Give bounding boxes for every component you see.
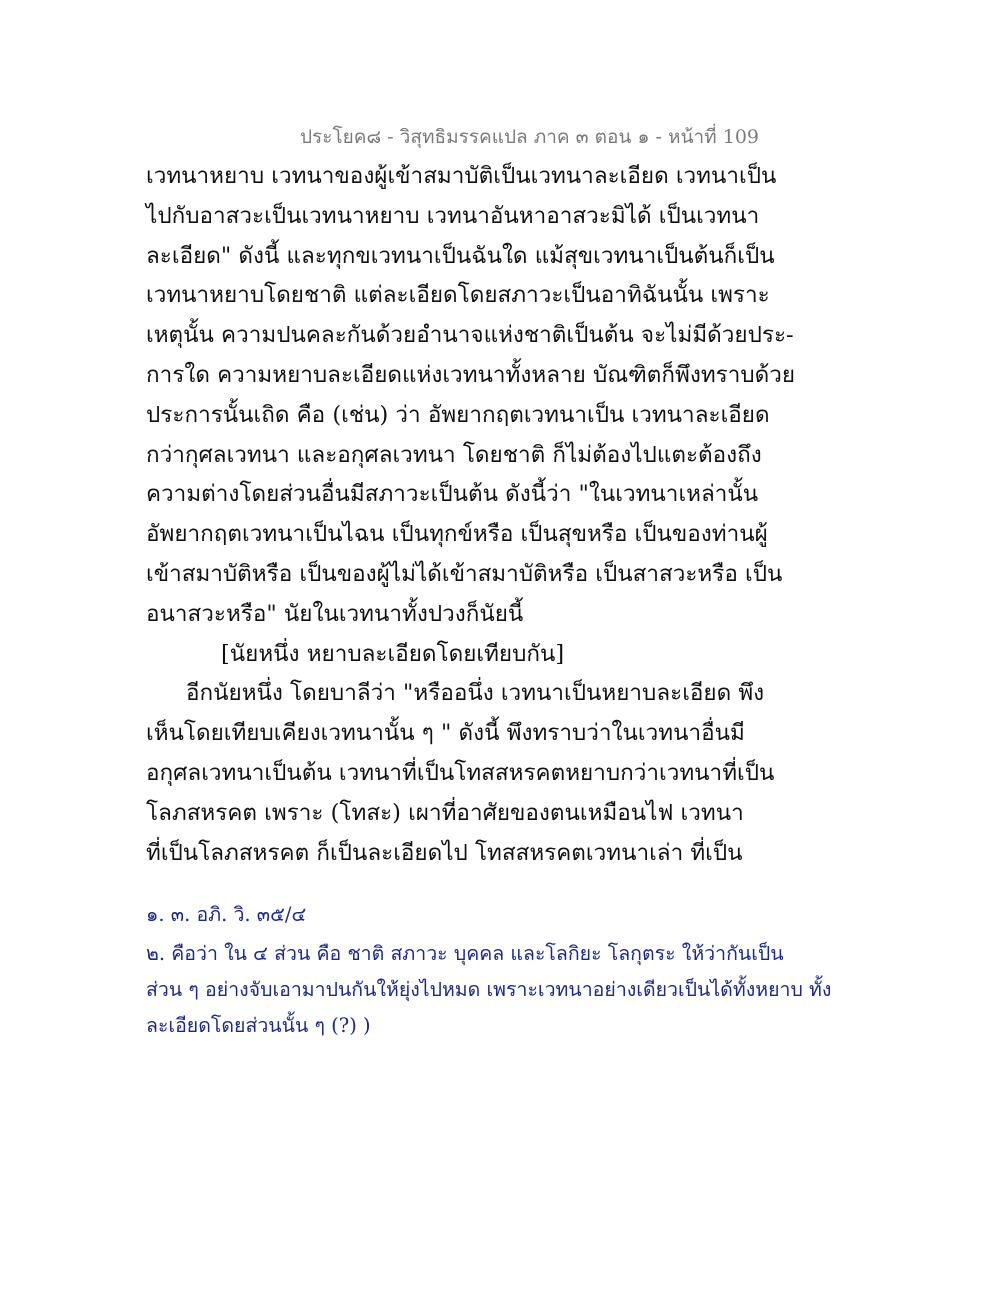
body-line: อกุศลเวทนาเป็นต้น เวทนาที่เป็นโทสสหรคตหยาบกว่าเวทนาที่เป็น xyxy=(146,759,775,786)
footnote-line: ส่วน ๆ อย่างจับเอามาปนกันให้ยุ่งไปหมด เพราะเวทนาอย่างเดียวเป็นได้ทั้งหยาบ ทั้ง xyxy=(146,978,832,1001)
body-line: ประการนั้นเถิด คือ (เช่น) ว่า อัพยากฤตเวทนาเป็น เวทนาละเอียด xyxy=(146,401,770,428)
footnote-line: ๒. คือว่า ใน ๔ ส่วน คือ ชาติ สภาวะ บุคคล และโลกิยะ โลกุตระ ให้ว่ากันเป็น xyxy=(146,942,784,965)
body-line: ละเอียด" ดังนี้ และทุกขเวทนาเป็นฉันใด แม้สุขเวทนาเป็นต้นก็เป็น xyxy=(146,242,775,269)
body-line: เวทนาหยาบ เวทนาของผู้เข้าสมาบัติเป็นเวทนาละเอียด เวทนาเป็น xyxy=(146,163,777,189)
footnote-line: ละเอียดโดยส่วนนั้น ๆ (?) ) xyxy=(146,1014,371,1037)
body-line: อนาสวะหรือ" นัยในเวทนาทั้งปวงก็นัยนี้ xyxy=(146,600,524,627)
body-line: เห็นโดยเทียบเคียงเวทนานั้น ๆ " ดังนี้ พึงทราบว่าในเวทนาอื่นมี xyxy=(146,720,745,747)
footnote-line: ๑. ๓. อภิ. วิ. ๓๕/๔ xyxy=(146,903,307,926)
body-line: ความต่างโดยส่วนอื่นมีสภาวะเป็นต้น ดังนี้ว่า "ในเวทนาเหล่านั้น xyxy=(146,481,759,508)
footnotes xyxy=(146,894,832,1044)
body-line: ไปกับอาสวะเป็นเวทนาหยาบ เวทนาอันหาอาสวะมิได้ เป็นเวทนา xyxy=(146,202,760,229)
body-line: ที่เป็นโลภสหรคต ก็เป็นละเอียดไป โทสสหรคตเวทนาเล่า ที่เป็น xyxy=(146,839,743,866)
body-text xyxy=(146,157,796,873)
body-line: เข้าสมาบัติหรือ เป็นของผู้ไม่ได้เข้าสมาบัติหรือ เป็นสาสวะหรือ เป็น xyxy=(146,560,783,587)
body-line: โลภสหรคต เพราะ (โทสะ) เผาที่อาศัยของตนเหมือนไฟ เวทนา xyxy=(146,799,744,826)
body-line: การใด ความหยาบละเอียดแห่งเวทนาทั้งหลาย บัณฑิตก็พึงทราบด้วย xyxy=(146,361,796,388)
page-header: ประโยค๘ - วิสุทธิมรรคแปล ภาค ๓ ตอน ๑ - หน้าที่ 109 xyxy=(300,126,760,148)
body-line: อัพยากฤตเวทนาเป็นไฉน เป็นทุกข์หรือ เป็นสุขหรือ เป็นของท่านผู้ xyxy=(146,521,768,548)
body-line: กว่ากุศลเวทนา และอกุศลเวทนา โดยชาติ ก็ไม่ต้องไปแตะต้องถึง xyxy=(146,441,762,468)
body-line: เหตุนั้น ความปนคละกันด้วยอำนาจแห่งชาติเป็นต้น จะไม่มีด้วยประ- xyxy=(146,322,794,349)
body-line: เวทนาหยาบโดยชาติ แต่ละเอียดโดยสภาวะเป็นอาทิฉันนั้น เพราะ xyxy=(146,282,770,309)
section-subheading: [นัยหนึ่ง หยาบละเอียดโดยเทียบกัน] xyxy=(221,640,565,667)
body-line: อีกนัยหนึ่ง โดยบาลีว่า "หรืออนึ่ง เวทนาเป็นหยาบละเอียด พึง xyxy=(186,680,765,707)
